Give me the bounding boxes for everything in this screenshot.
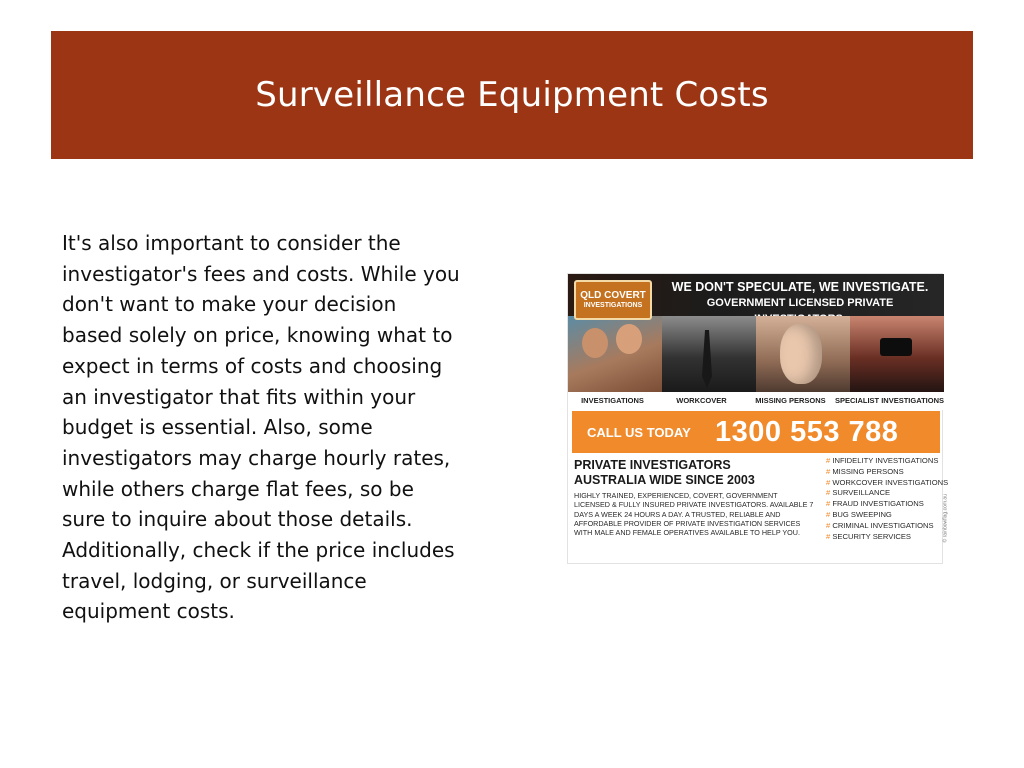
ad-photo-specialist [850,316,944,392]
slide-body-text: It's also important to consider the investigator's fees and costs. While you don't want to make your decision based solely on price, knowing what to expect in terms of costs and choosing an investigator that fits within your budget is essential. Also, some investigators may charge hourly rates, while others charge flat fees, so be sure to inquire about those details. Additionally, check if the price includes travel, lodging, or surveillance equipment costs. [62,231,460,624]
ad-photo-missing-persons [756,316,850,392]
ad-service-item: # BUG SWEEPING [826,509,892,519]
ad-category-label: INVESTIGATIONS [581,396,644,405]
ad-phone-number: 1300 553 788 [715,415,899,448]
ad-service-item: # INFIDELITY INVESTIGATIONS [826,456,939,465]
ad-description: HIGHLY TRAINED, EXPERIENCED, COVERT, GOVERNMENT LICENSED & FULLY INSURED PRIVATE INVESTIGATORS. AVAILABLE 7 DAYS A WEEK 24 HOURS A DAY. A TRUSTED, RELIABLE AND AFFORDABLE PROVIDER OF PRIVATE INVESTIGATION SERVICES WITH MALE AND FEMALE OPERATIVES AVAILABLE TO HELP YOU. [574,491,814,538]
ad-details [568,454,949,565]
ad-logo-line2: INVESTIGATIONS [583,301,643,309]
ad-category-label: SPECIALIST INVESTIGATIONS [834,396,944,405]
ad-photo-strip [568,316,944,392]
ad-photo-workcover [662,316,756,392]
ad-call-label: CALL US TODAY [587,424,691,440]
ad-pi-line1: PRIVATE INVESTIGATORS [574,458,731,472]
ad-call-banner [572,411,940,453]
ad-description-block [574,458,814,537]
ad-headline-1: WE DON'T SPECULATE, WE INVESTIGATE. [671,280,929,294]
ad-photo-investigations [568,316,662,392]
slide-title: Surveillance Equipment Costs [255,75,769,115]
ad-pi-line2: AUSTRALIA WIDE SINCE 2003 [574,473,755,487]
ad-category-labels [568,392,944,410]
ad-service-item: # CRIMINAL INVESTIGATIONS [826,520,934,530]
ad-service-item: # FRAUD INVESTIGATIONS [826,499,924,509]
title-bar [51,31,973,159]
ad-service-item: # SECURITY SERVICES [826,531,911,541]
ad-category-label: MISSING PERSONS [755,396,826,405]
ad-watermark-url: © rainbowflag.com.au [942,494,948,543]
advertisement-image [567,273,949,564]
ad-logo-line1: QLD COVERT [580,290,646,302]
ad-service-item: # SURVEILLANCE [826,488,891,498]
ad-service-item: # MISSING PERSONS [826,466,904,476]
ad-category-label: WORKCOVER [676,396,727,405]
ad-logo [574,280,652,320]
ad-service-item: # WORKCOVER INVESTIGATIONS [826,477,949,487]
ad-headline-2: GOVERNMENT LICENSED PRIVATE [706,297,894,309]
